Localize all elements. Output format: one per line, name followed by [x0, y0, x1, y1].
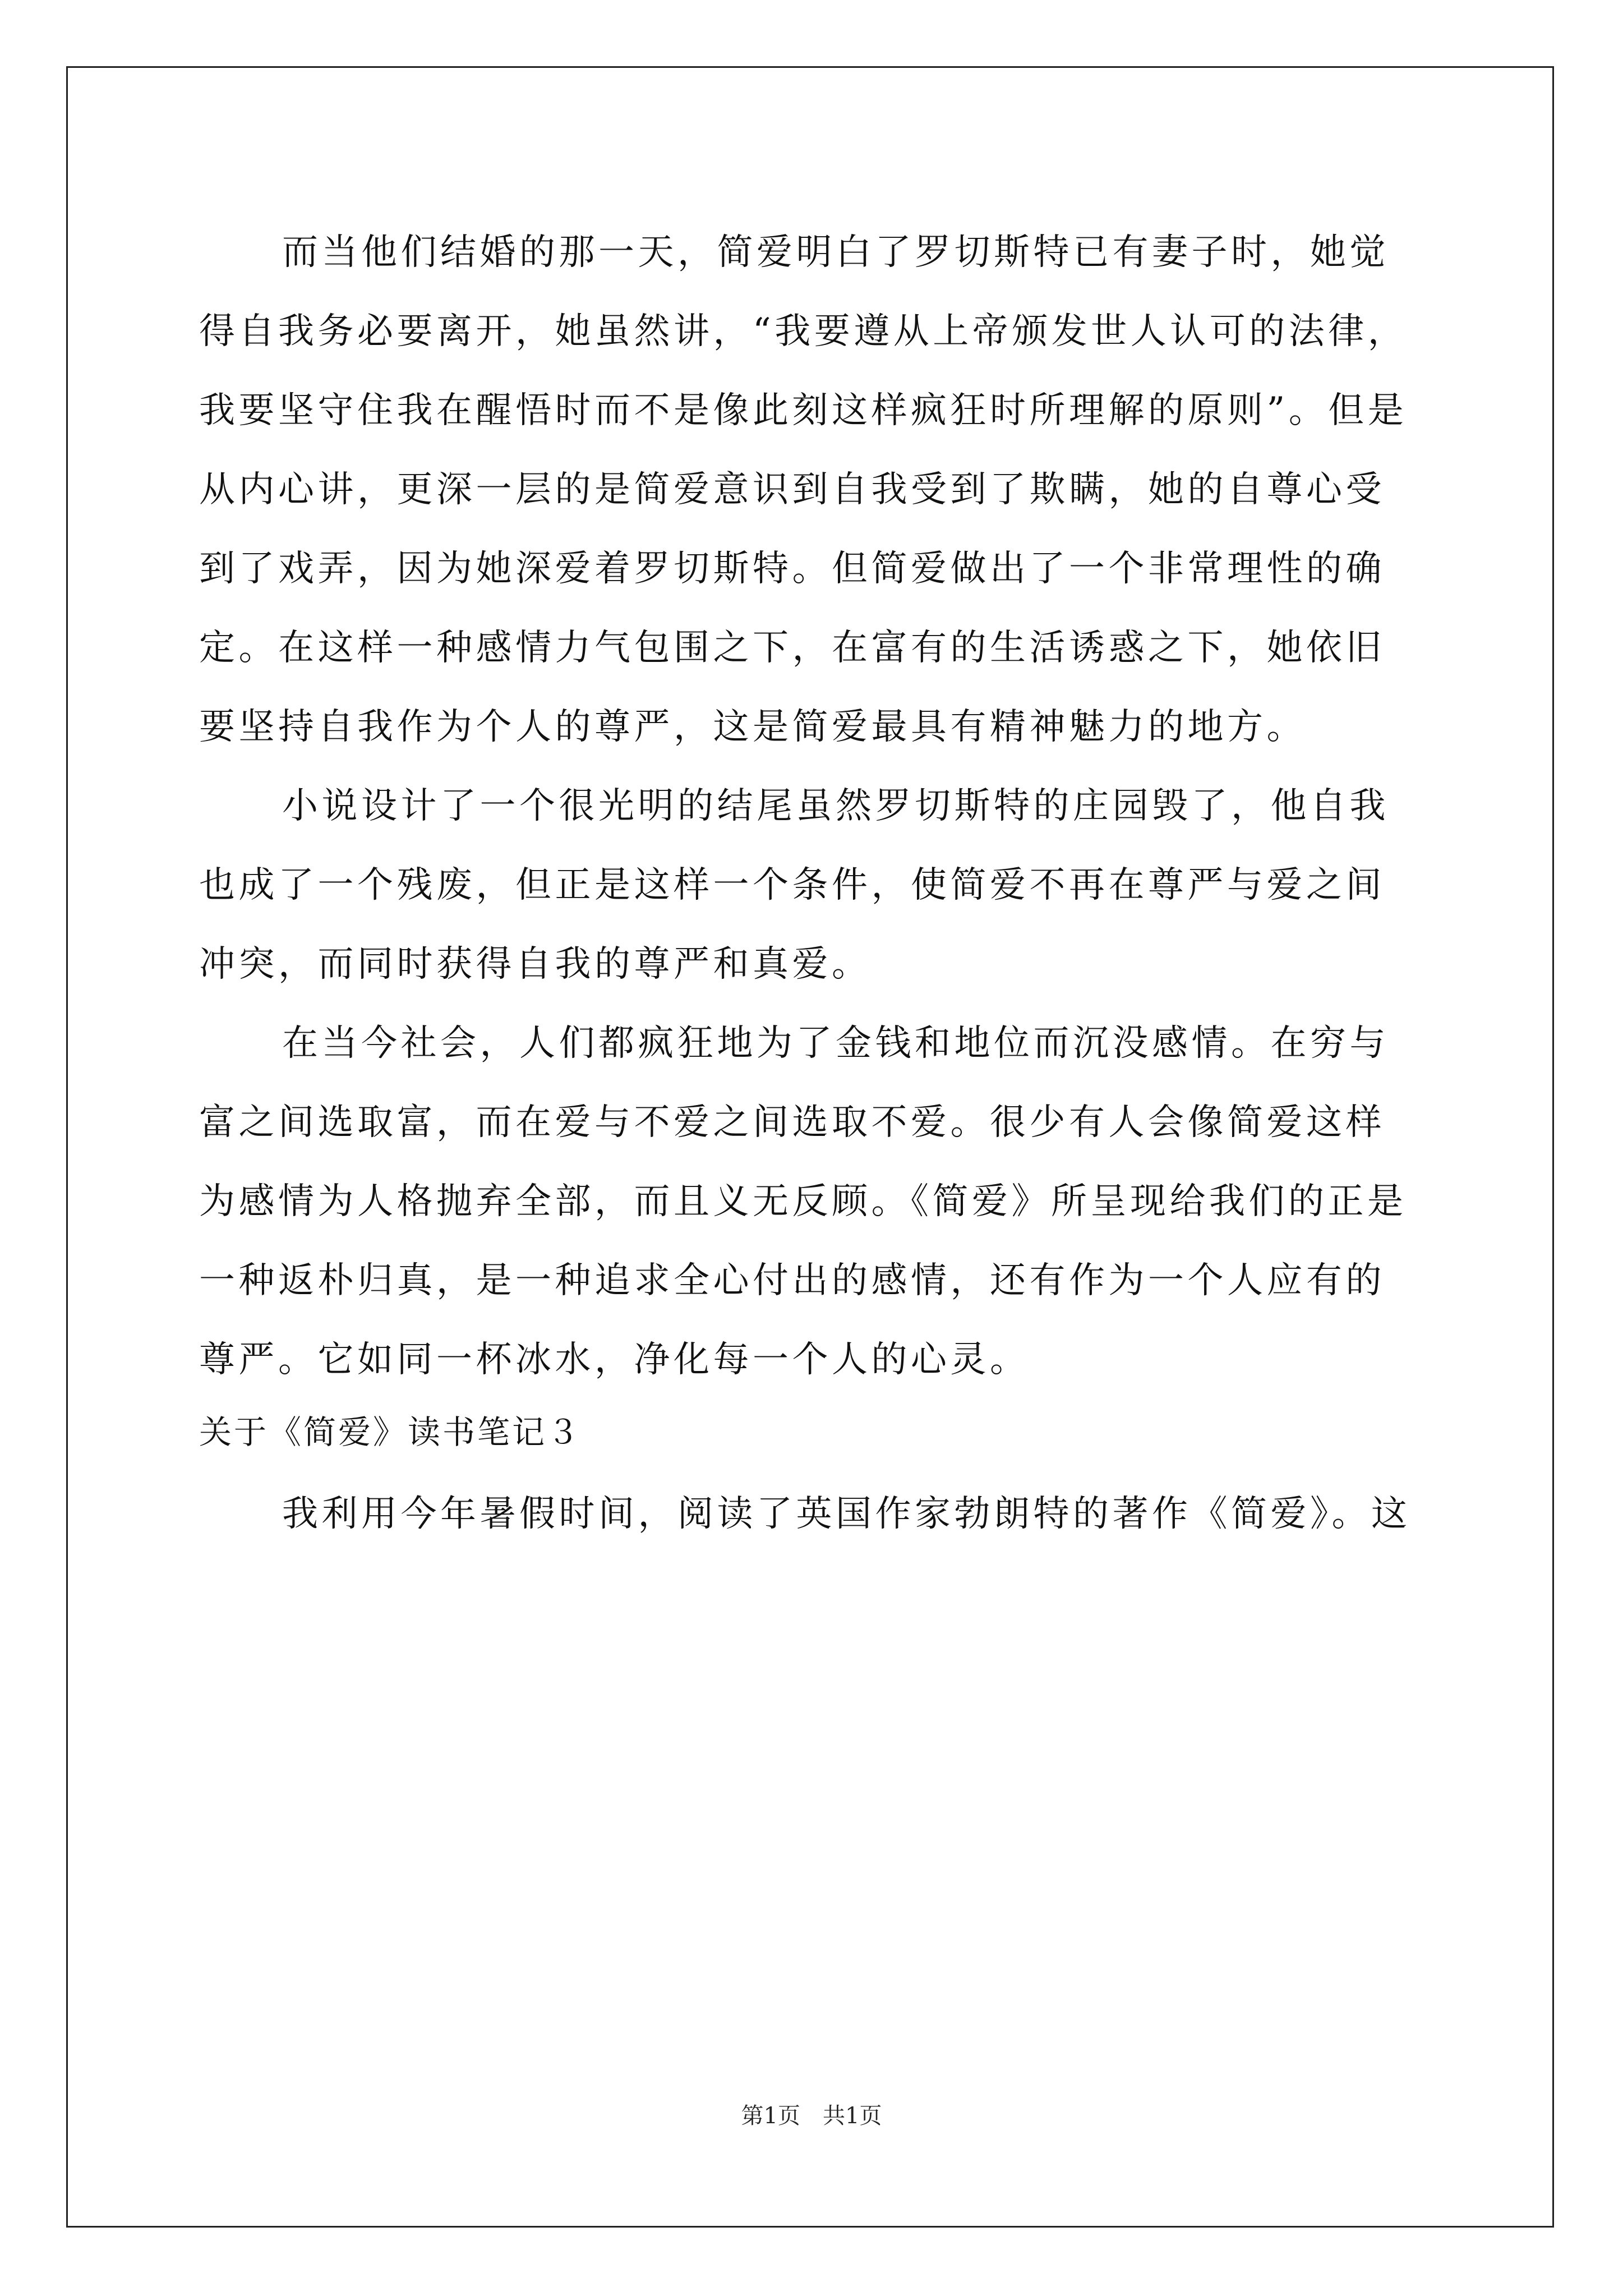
- paragraph-line: 要坚持自我作为个人的尊严，这是简爱最具有精神魅力的地方。: [199, 706, 1306, 748]
- paragraph-line: 富之间选取富，而在爱与不爱之间选取不爱。很少有人会像简爱这样: [199, 1102, 1385, 1143]
- paragraph-line: 定。在这样一种感情力气包围之下，在富有的生活诱惑之下，她依旧: [199, 627, 1385, 669]
- paragraph-line: 得自我务必要离开，她虽然讲，“我要遵从上帝颁发世人认可的法律，: [199, 311, 1408, 352]
- paragraph-line: 冲突，而同时获得自我的尊严和真爱。: [199, 944, 872, 985]
- paragraph-line: 尊严。它如同一杯冰水，净化每一个人的心灵。: [199, 1339, 1030, 1381]
- section-heading: 关于《简爱》读书笔记３: [199, 1413, 582, 1451]
- paragraph-line: 而当他们结婚的那一天，简爱明白了罗切斯特已有妻子时，她觉: [282, 232, 1389, 273]
- paragraph-line: 也成了一个残废，但正是这样一个条件，使简爱不再在尊严与爱之间: [199, 864, 1385, 906]
- paragraph-line: 我要坚守住我在醒悟时而不是像此刻这样疯狂时所理解的原则”。但是: [199, 390, 1408, 431]
- paragraph-line: 我利用今年暑假时间，阅读了英国作家勃朗特的著作《简爱》。这: [282, 1493, 1411, 1535]
- paragraph-line: 为感情为人格抛弃全部，而且义无反顾。《简爱》所呈现给我们的正是: [199, 1181, 1407, 1222]
- paragraph-line: 小说设计了一个很光明的结尾虽然罗切斯特的庄园毁了，他自我: [282, 785, 1389, 827]
- paragraph-line: 从内心讲，更深一层的是简爱意识到自我受到了欺瞒，她的自尊心受: [199, 469, 1385, 510]
- page-number: 第1页 共1页: [741, 2103, 882, 2129]
- paragraph-line: 到了戏弄，因为她深爱着罗切斯特。但简爱做出了一个非常理性的确: [199, 548, 1385, 590]
- paragraph-line: 在当今社会，人们都疯狂地为了金钱和地位而沉没感情。在穷与: [282, 1023, 1389, 1064]
- paragraph-line: 一种返朴归真，是一种追求全心付出的感情，还有作为一个人应有的: [199, 1260, 1385, 1301]
